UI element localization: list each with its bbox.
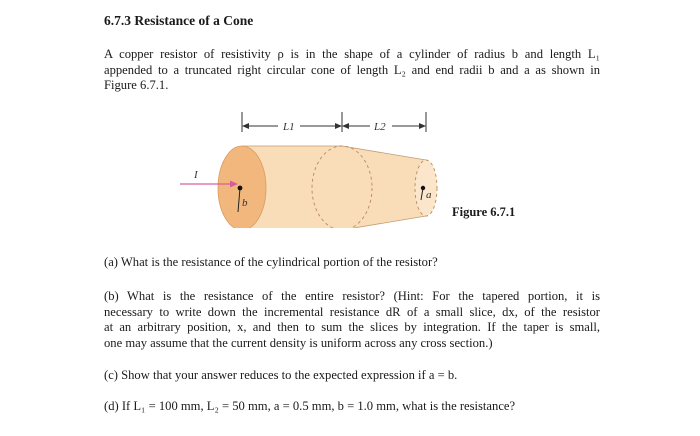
intro-paragraph (104, 47, 600, 94)
question-b-line: one may assume that the current density is uniform across any cross section.) (104, 335, 493, 350)
figure-resistor (170, 108, 450, 228)
section-title: 6.7.3 Resistance of a Cone (104, 13, 254, 28)
label-L2: L2 (374, 121, 386, 133)
label-I: I (194, 169, 198, 181)
figure-caption: Figure 6.7.1 (452, 205, 516, 219)
question-c-text: (c) Show that your answer reduces to the expected expression if a = b. (104, 368, 458, 382)
question-d-text: (d) If L₁ = 100 mm, L₂ = 50 mm, a = 0.5 mm, b = 1.0 mm, what is the resistance? (104, 399, 516, 413)
intro-line: A copper resistor of resistivity ρ is in the shape of a cylinder of radius b and length L₁ (104, 47, 600, 61)
question-b-line: at an arbitrary position, x, and then to sum the slices by integration. If the taper is small, (104, 320, 600, 334)
label-L1: L1 (283, 121, 295, 133)
intro-line: appended to a truncated right circular cone of length L₂ and end radii b and a as shown in (104, 62, 600, 77)
question-d (104, 399, 600, 415)
question-a-text: (a) What is the resistance of the cylindrical portion of the resistor? (104, 255, 438, 269)
label-a: a (426, 189, 432, 201)
intro-line: Figure 6.7.1. (104, 78, 169, 92)
dimension-lines (242, 112, 426, 132)
label-b: b (242, 197, 248, 209)
question-a (104, 255, 600, 271)
question-b-line: necessary to write down the incremental resistance dR of a small slice, dx, of the resistor (104, 304, 600, 319)
resistor-diagram (170, 108, 450, 228)
end-face-a (415, 160, 437, 216)
question-b-line: (b) What is the resistance of the entire resistor? (Hint: For the tapered portion, it is (104, 289, 600, 303)
center-dot-a (421, 186, 425, 190)
question-b (104, 289, 600, 351)
resistor-body (242, 146, 436, 228)
question-c (104, 368, 600, 384)
center-dot-b (238, 186, 243, 191)
